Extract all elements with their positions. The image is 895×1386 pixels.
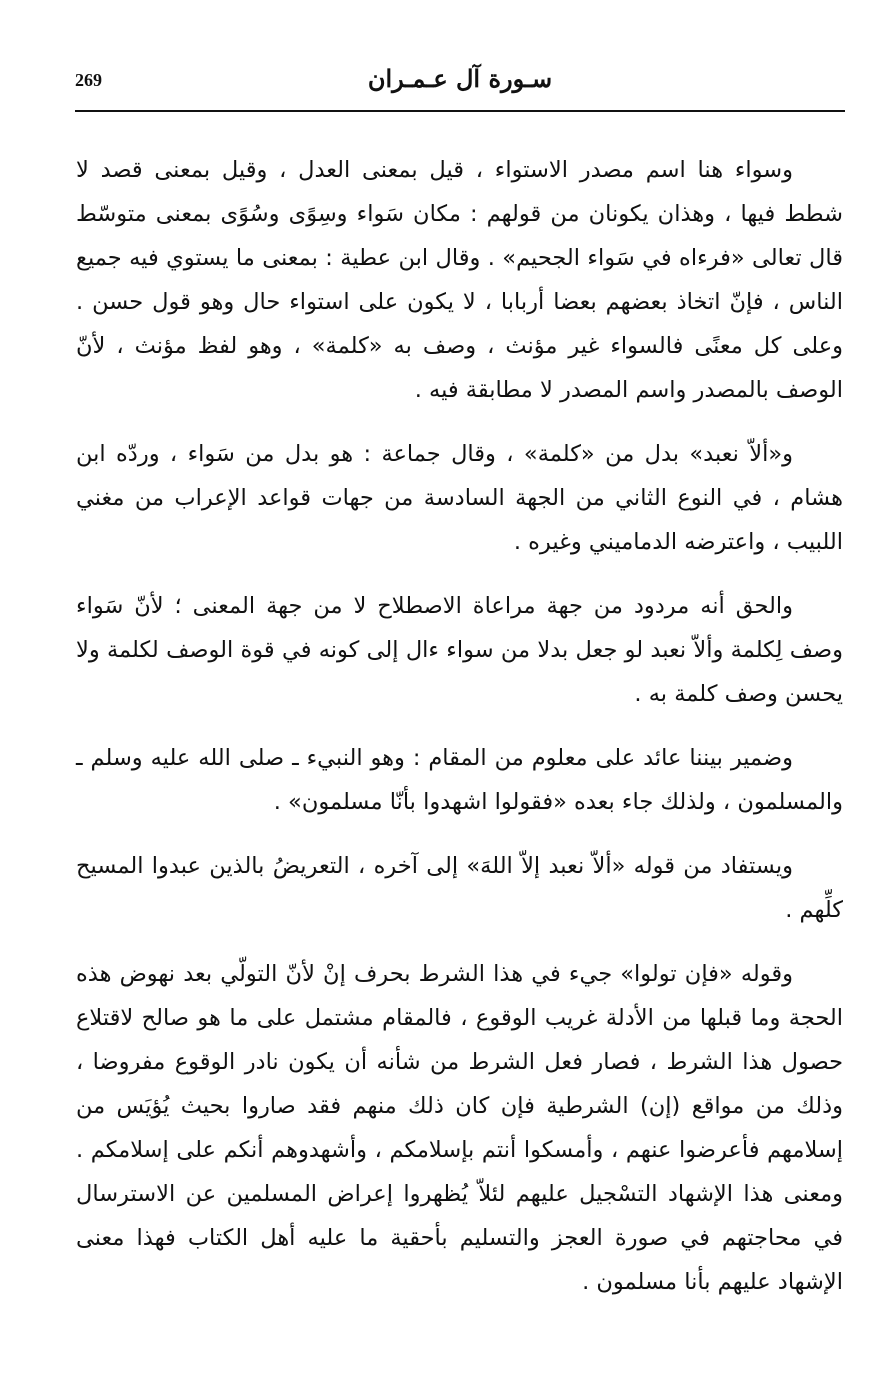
paragraph-pronoun-baynana: وضمير بيننا عائد على معلوم من المقام : وهو النبيء ـ صلى الله عليه وسلم ـ والمسلمون ، ولذلك جاء بعده «فقولوا اشهدوا بأنّا مسلمون» . bbox=[76, 745, 843, 815]
commentary-text bbox=[76, 148, 843, 1324]
paragraph-sawa-meaning: وسواء هنا اسم مصدر الاستواء ، قيل بمعنى العدل ، وقيل بمعنى قصد لا شطط فيها ، وهذان يكونان من قولهم : مكان سَواء وسِوًى وسُوًى بمعنى متوسّط قال تعالى «فرءاه في سَواء الجحيم» . وقال ابن عطية : بمعنى ما يستوي فيه جميع الناس ، فإنّ اتخاذ بعضهم بعضا أربابا ، لا يكون على استواء حال وهو قول حسن . وعلى كل معنًى فالسواء غير مؤنث ، وصف به «كلمة» ، وهو لفظ مؤنث ، لأنّ الوصف بالمصدر واسم المصدر لا مطابقة فيه . bbox=[76, 157, 843, 403]
paragraph-tarid: ويستفاد من قوله «ألاّ نعبد إلاّ اللهَ» إلى آخره ، التعريضُ بالذين عبدوا المسيح كلِّهم . bbox=[76, 853, 843, 923]
surah-title: سـورة آل عـمـران bbox=[367, 64, 553, 93]
header-divider bbox=[75, 110, 845, 112]
page-number: 269 bbox=[75, 70, 102, 90]
paragraph-fa-in-tawallaw: وقوله «فإن تولوا» جيء في هذا الشرط بحرف إنْ لأنّ التولّي بعد نهوض هذه الحجة وما قبلها من الأدلة غريب الوقوع ، فالمقام مشتمل على ما هو صالح لاقتلاع حصول هذا الشرط ، فصار فعل الشرط من شأنه أن يكون نادر الوقوع مفروضا ، وذلك من مواقع (إن) الشرطية فإن كان ذلك منهم فقد صاروا بحيث يُؤيَس من إسلامهم فأعرضوا عنهم ، وأمسكوا أنتم بإسلامكم ، وأشهدوهم أنكم على إسلامكم . ومعنى هذا الإشهاد التسْجيل عليهم لئلاّ يُظهروا إعراض المسلمين عن الاسترسال في محاجتهم في صورة العجز والتسليم بأحقية ما عليه أهل الكتاب فهذا معنى الإشهاد عليهم بأنا مسلمون . bbox=[76, 961, 843, 1295]
paragraph-badal: و«ألاّ نعبد» بدل من «كلمة» ، وقال جماعة : هو بدل من سَواء ، وردّه ابن هشام ، في النوع الثاني من الجهة السادسة من جهات قواعد الإعراب من مغني اللبيب ، واعترضه الدماميني وغيره . bbox=[76, 441, 843, 555]
paragraph-correct-view: والحق أنه مردود من جهة مراعاة الاصطلاح لا من جهة المعنى ؛ لأنّ سَواء وصف لِكلمة وألاّ نعبد لو جعل بدلا من سواء ءال إلى كونه في قوة الوصف لكلمة ولا يحسن وصف كلمة به . bbox=[76, 593, 843, 707]
page-header bbox=[75, 62, 845, 106]
